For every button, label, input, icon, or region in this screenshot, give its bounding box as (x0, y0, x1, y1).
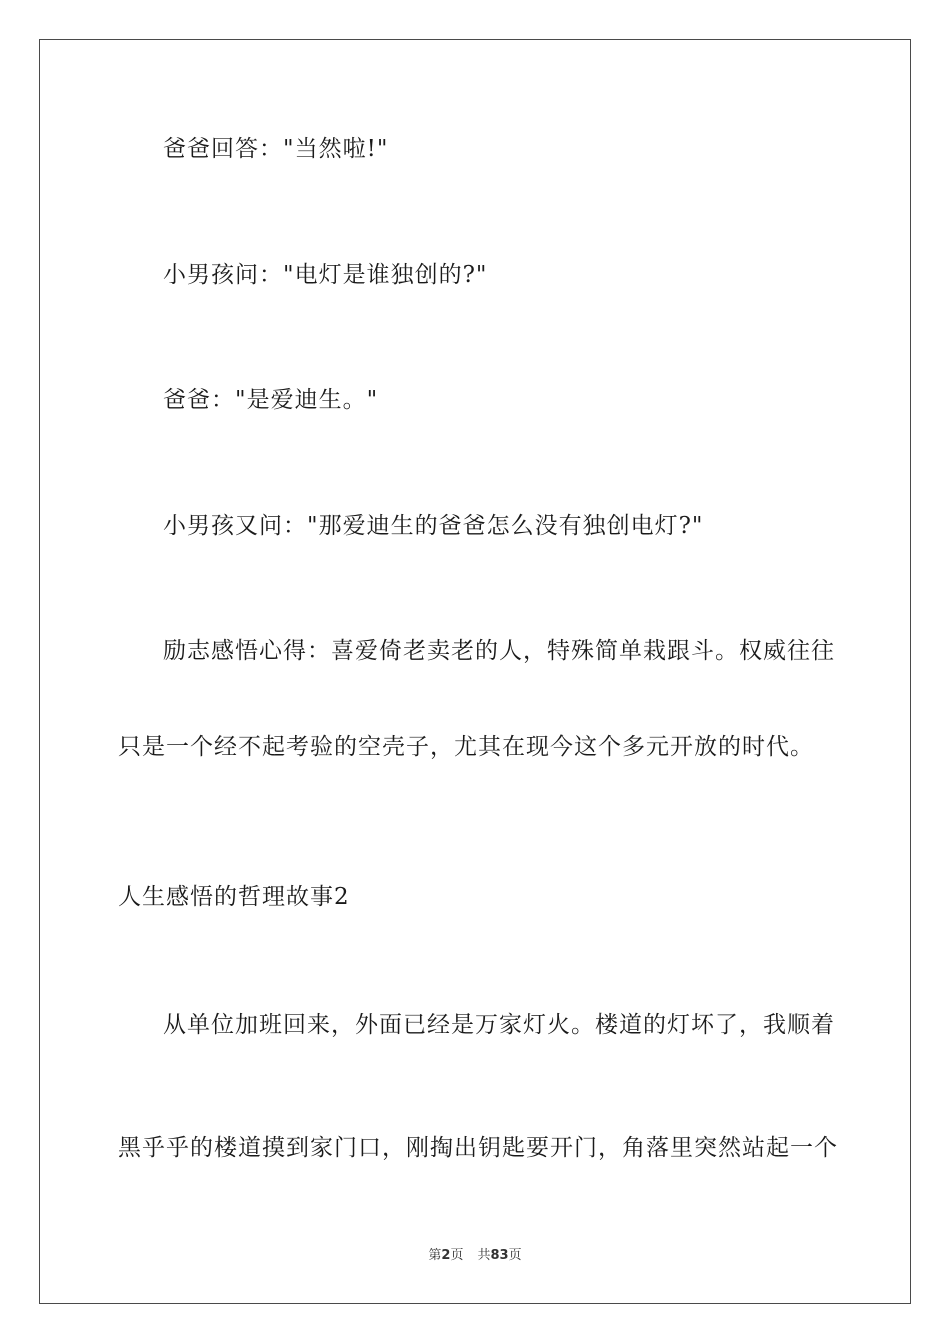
section-heading: 人生感悟的哲理故事2 (118, 884, 350, 910)
paragraph-line: 小男孩问："电灯是谁独创的?" (163, 262, 488, 288)
page-border (39, 39, 911, 1304)
page-number: 2 (441, 1248, 451, 1263)
paragraph-line: 黑乎乎的楼道摸到家门口，刚掏出钥匙要开门，角落里突然站起一个 (118, 1135, 838, 1161)
paragraph-line: 从单位加班回来，外面已经是万家灯火。楼道的灯坏了，我顺着 (163, 1012, 835, 1038)
page-suffix: 页 (450, 1248, 464, 1263)
total-pages: 83 (490, 1248, 509, 1263)
paragraph-line: 只是一个经不起考验的空壳子，尤其在现今这个多元开放的时代。 (118, 734, 814, 760)
paragraph-line: 小男孩又问："那爱迪生的爸爸怎么没有独创电灯?" (163, 513, 704, 539)
total-suffix: 页 (508, 1248, 522, 1263)
paragraph-line: 爸爸："是爱迪生。" (163, 387, 379, 413)
paragraph-line: 励志感悟心得：喜爱倚老卖老的人，特殊简单栽跟斗。权威往往 (163, 638, 835, 664)
page-footer (0, 1247, 950, 1265)
paragraph-line: 爸爸回答："当然啦!" (163, 136, 389, 162)
total-prefix: 共 (477, 1248, 491, 1263)
page-prefix: 第 (428, 1248, 442, 1263)
